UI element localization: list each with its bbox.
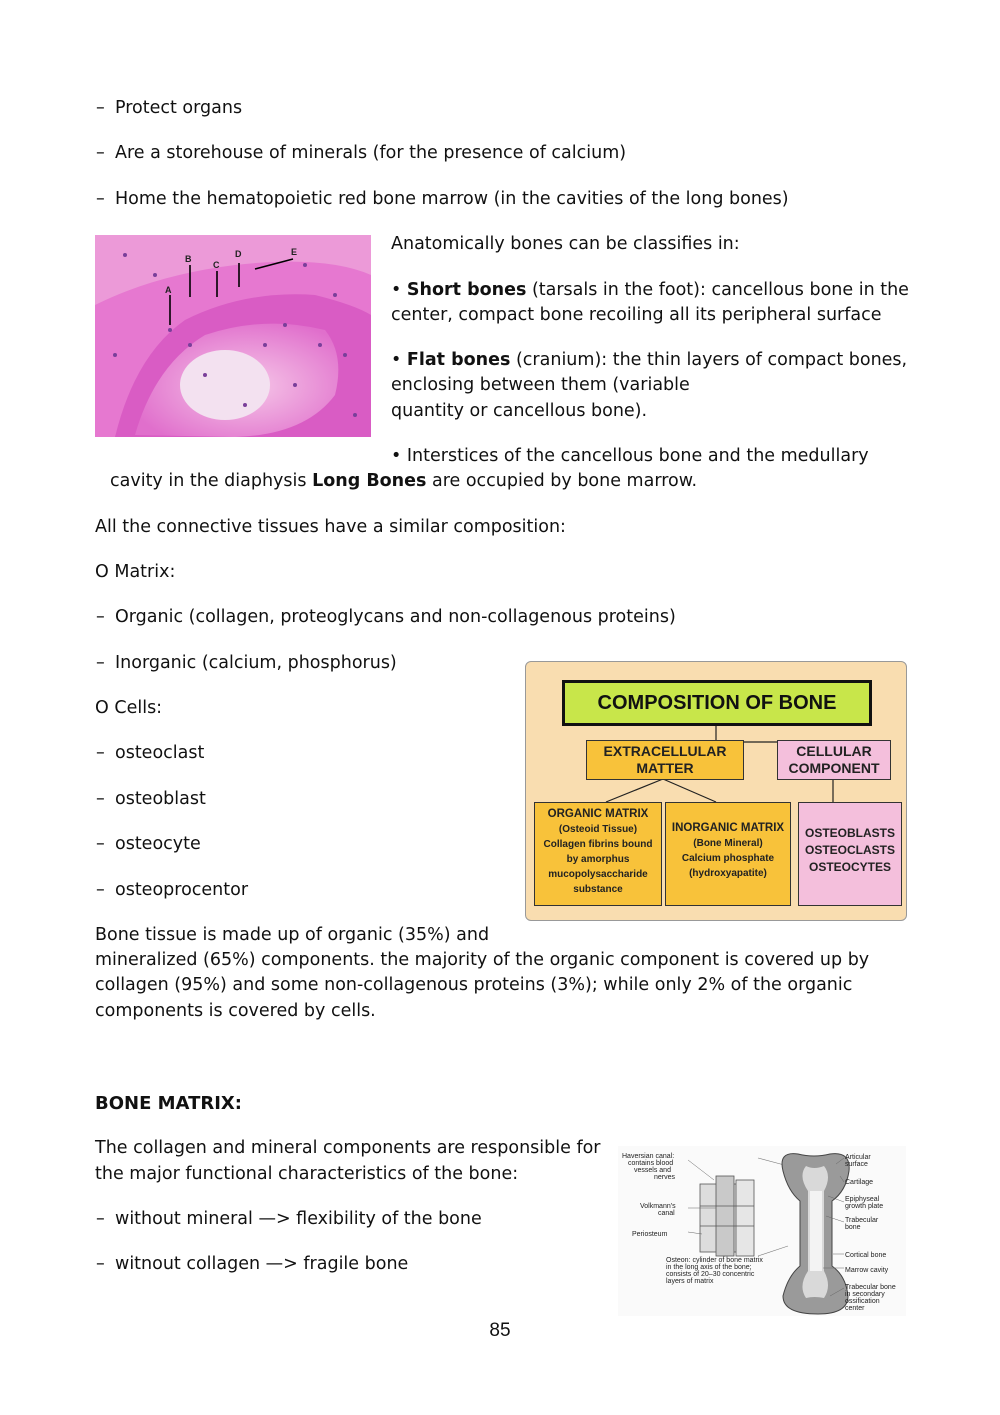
extracellular-line-1: EXTRACELLULAR [603, 743, 727, 759]
paragraph-line-4: components is covered by cells. [95, 1001, 376, 1021]
flat-bones-line: • Flat bones (cranium): the thin layers of compact bones, [391, 350, 908, 370]
page-number: 85 [489, 1320, 511, 1341]
label-trabecular-secondary-2: in secondary [845, 1291, 885, 1298]
inorganic-line-3: (hydroxyapatite) [689, 868, 767, 879]
inorganic-matrix-box [665, 802, 791, 906]
histology-label-b: B [185, 254, 192, 264]
label-haversian-3: vessels and [634, 1167, 671, 1174]
paragraph-line-2: mineralized (65%) components. the majority of the organic component is covered up by [95, 950, 870, 970]
label-periosteum: Periosteum [632, 1231, 668, 1238]
cellular-box [777, 740, 891, 780]
long-bones-line: • Interstices of the cancellous bone and the medullary [391, 446, 869, 466]
label-trabecular-2: bone [845, 1224, 861, 1231]
bone-matrix-heading: BONE MATRIX: [95, 1093, 243, 1114]
cell-item-osteoblast: – osteoblast [115, 787, 206, 812]
cell-item-osteoclast: – osteoclast [115, 741, 204, 766]
cells-heading: O Cells: [95, 698, 163, 718]
label-volkmann-2: canal [658, 1210, 675, 1217]
label-osteon-1: Osteon: cylinder of bone matrix [666, 1257, 763, 1264]
label-epiphyseal-2: growth plate [845, 1203, 884, 1210]
organic-line-2: Collagen fibrins bound [543, 839, 653, 850]
label-trabecular-secondary-1: Trabecular bone [845, 1284, 896, 1291]
label-trabecular-secondary-3: ossification [845, 1298, 880, 1305]
cells-osteoclasts: OSTEOCLASTS [804, 843, 895, 857]
intro-item-protect: – Protect organs [115, 96, 242, 121]
long-bones-line-2: cavity in the diaphysis Long Bones are occupied by bone marrow. [110, 471, 698, 491]
organic-line-3: by amorphus [566, 854, 630, 865]
extracellular-line-2: MATTER [636, 760, 694, 776]
matrix-item-organic: – Organic (collagen, proteoglycans and non-collagenous proteins) [115, 605, 676, 630]
organic-line-1: (Osteoid Tissue) [558, 824, 638, 835]
label-haversian-2: contains blood [628, 1160, 674, 1167]
paragraph-line-3: collagen (95%) and some non-collagenous proteins (3%); while only 2% of the organic [95, 975, 853, 995]
label-trabecular-secondary-4: center [845, 1305, 865, 1312]
cells-osteoblasts: OSTEOBLASTS [804, 826, 895, 840]
bone-matrix-item-mineral: – without mineral —> flexibility of the bone [115, 1207, 482, 1232]
label-articular-2: surface [845, 1161, 868, 1168]
long-bone-figure [618, 1146, 906, 1316]
composition-diagram [525, 661, 907, 921]
cell-item-osteoprogenitor: – osteoprocentor [115, 878, 248, 903]
short-bones-line: • Short bones (tarsals in the foot): cancellous bone in the [391, 280, 909, 300]
composition-intro: All the connective tissues have a similar composition: [95, 517, 566, 537]
matrix-item-inorganic: – Inorganic (calcium, phosphorus) [115, 651, 397, 676]
organic-title: ORGANIC MATRIX [547, 808, 649, 820]
extracellular-box [586, 740, 744, 780]
cell-item-osteocyte: – osteocyte [115, 832, 201, 857]
label-epiphyseal-1: Epiphyseal [845, 1196, 880, 1203]
label-volkmann-1: Volkmann's [640, 1203, 676, 1210]
paragraph-line-1: Bone tissue is made up of organic (35%) and [95, 925, 490, 945]
label-haversian-1: Haversian canal: [622, 1153, 675, 1160]
short-bones-line-2: center, compact bone recoiling all its peripheral surface [391, 305, 882, 325]
label-haversian-4: nerves [654, 1174, 676, 1181]
label-osteon-2: in the long axis of the bone; [666, 1264, 752, 1271]
label-osteon-3: consists of 20–30 concentric [666, 1271, 755, 1278]
histology-image [95, 235, 371, 437]
cells-box [798, 802, 902, 906]
intro-item-storehouse: – Are a storehouse of minerals (for the presence of calcium) [115, 141, 626, 166]
organic-matrix-box [534, 802, 662, 906]
inorganic-title: INORGANIC MATRIX [671, 822, 785, 834]
label-marrow: Marrow cavity [845, 1267, 889, 1274]
label-cortical: Cortical bone [845, 1252, 887, 1259]
flat-bones-line-3: quantity or cancellous bone). [391, 401, 648, 421]
cellular-line-2: COMPONENT [788, 760, 880, 776]
histology-label-e: E [291, 247, 298, 257]
label-articular-1: Articular [845, 1154, 871, 1161]
classification-intro: Anatomically bones can be classifies in: [391, 234, 740, 254]
organic-line-5: substance [573, 884, 623, 895]
label-trabecular-1: Trabecular [845, 1217, 879, 1224]
matrix-heading: O Matrix: [95, 562, 176, 582]
cells-osteocytes: OSTEOCYTES [808, 860, 891, 874]
organic-line-4: mucopolysaccharide [548, 869, 648, 880]
bone-matrix-item-collagen: – witnout collagen —> fragile bone [115, 1252, 408, 1277]
inorganic-line-2: Calcium phosphate [681, 853, 775, 864]
bone-matrix-line-1: The collagen and mineral components are responsible for [95, 1138, 601, 1158]
histology-label-d: D [235, 249, 242, 259]
histology-label-a: A [165, 285, 172, 295]
histology-label-c: C [213, 260, 220, 270]
diagram-title: COMPOSITION OF BONE [562, 680, 872, 726]
intro-item-marrow: – Home the hematopoietic red bone marrow (in the cavities of the long bones) [115, 187, 789, 212]
label-cartilage: Cartilage [845, 1179, 874, 1186]
bone-matrix-line-2: the major functional characteristics of the bone: [95, 1164, 519, 1184]
flat-bones-line-2: enclosing between them (variable [391, 375, 690, 395]
inorganic-line-1: (Bone Mineral) [693, 838, 763, 849]
label-osteon-4: layers of matrix [666, 1278, 714, 1285]
cellular-line-1: CELLULAR [796, 743, 872, 759]
